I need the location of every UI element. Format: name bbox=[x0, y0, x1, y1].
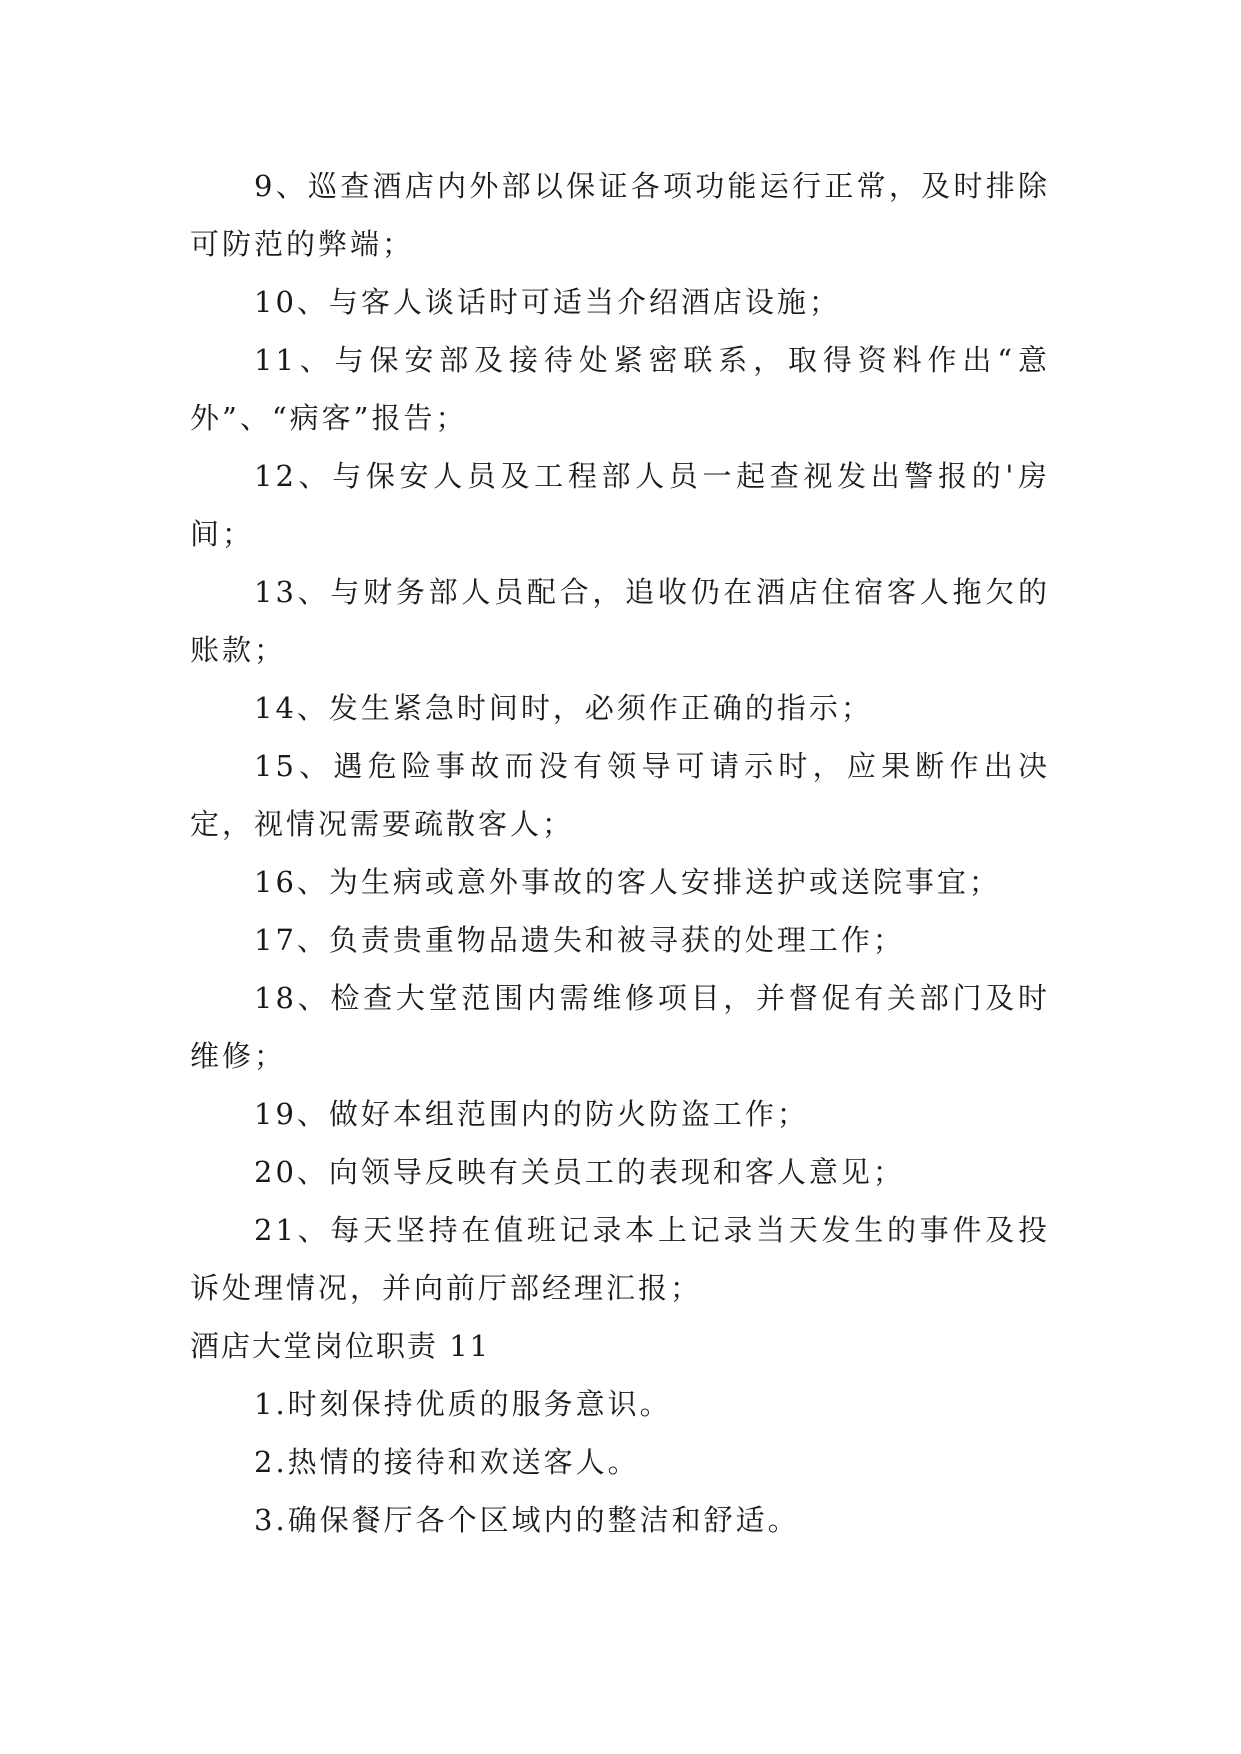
list-item-15: 15、遇危险事故而没有领导可请示时，应果断作出决定，视情况需要疏散客人； bbox=[190, 749, 1050, 841]
list-item-3: 3.确保餐厅各个区域内的整洁和舒适。 bbox=[254, 1503, 800, 1537]
list-item-20: 20、向领导反映有关员工的表现和客人意见； bbox=[254, 1155, 905, 1189]
list-item-17: 17、负责贵重物品遗失和被寻获的处理工作； bbox=[254, 923, 905, 957]
list-item-16: 16、为生病或意外事故的客人安排送护或送院事宜； bbox=[254, 865, 1001, 899]
list-item-9: 9、巡查酒店内外部以保证各项功能运行正常，及时排除可防范的弊端； bbox=[190, 169, 1050, 261]
list-item-1: 1.时刻保持优质的服务意识。 bbox=[254, 1387, 672, 1421]
list-item-19: 19、做好本组范围内的防火防盗工作； bbox=[254, 1097, 809, 1131]
list-item-10: 10、与客人谈话时可适当介绍酒店设施； bbox=[254, 285, 841, 319]
section-heading: 酒店大堂岗位职责 11 bbox=[190, 1329, 491, 1363]
document-body bbox=[190, 157, 1050, 1549]
list-item-14: 14、发生紧急时间时，必须作正确的指示； bbox=[254, 691, 873, 725]
list-item-13: 13、与财务部人员配合，追收仍在酒店住宿客人拖欠的账款； bbox=[190, 575, 1050, 667]
list-item-21: 21、每天坚持在值班记录本上记录当天发生的事件及投诉处理情况，并向前厅部经理汇报； bbox=[190, 1213, 1050, 1305]
list-item-11: 11、与保安部及接待处紧密联系，取得资料作出“意外”、“病客”报告； bbox=[190, 343, 1050, 435]
list-item-2: 2.热情的接待和欢送客人。 bbox=[254, 1445, 640, 1479]
list-item-12: 12、与保安人员及工程部人员一起查视发出警报的'房间； bbox=[190, 459, 1050, 551]
list-item-18: 18、检查大堂范围内需维修项目，并督促有关部门及时维修； bbox=[190, 981, 1050, 1073]
